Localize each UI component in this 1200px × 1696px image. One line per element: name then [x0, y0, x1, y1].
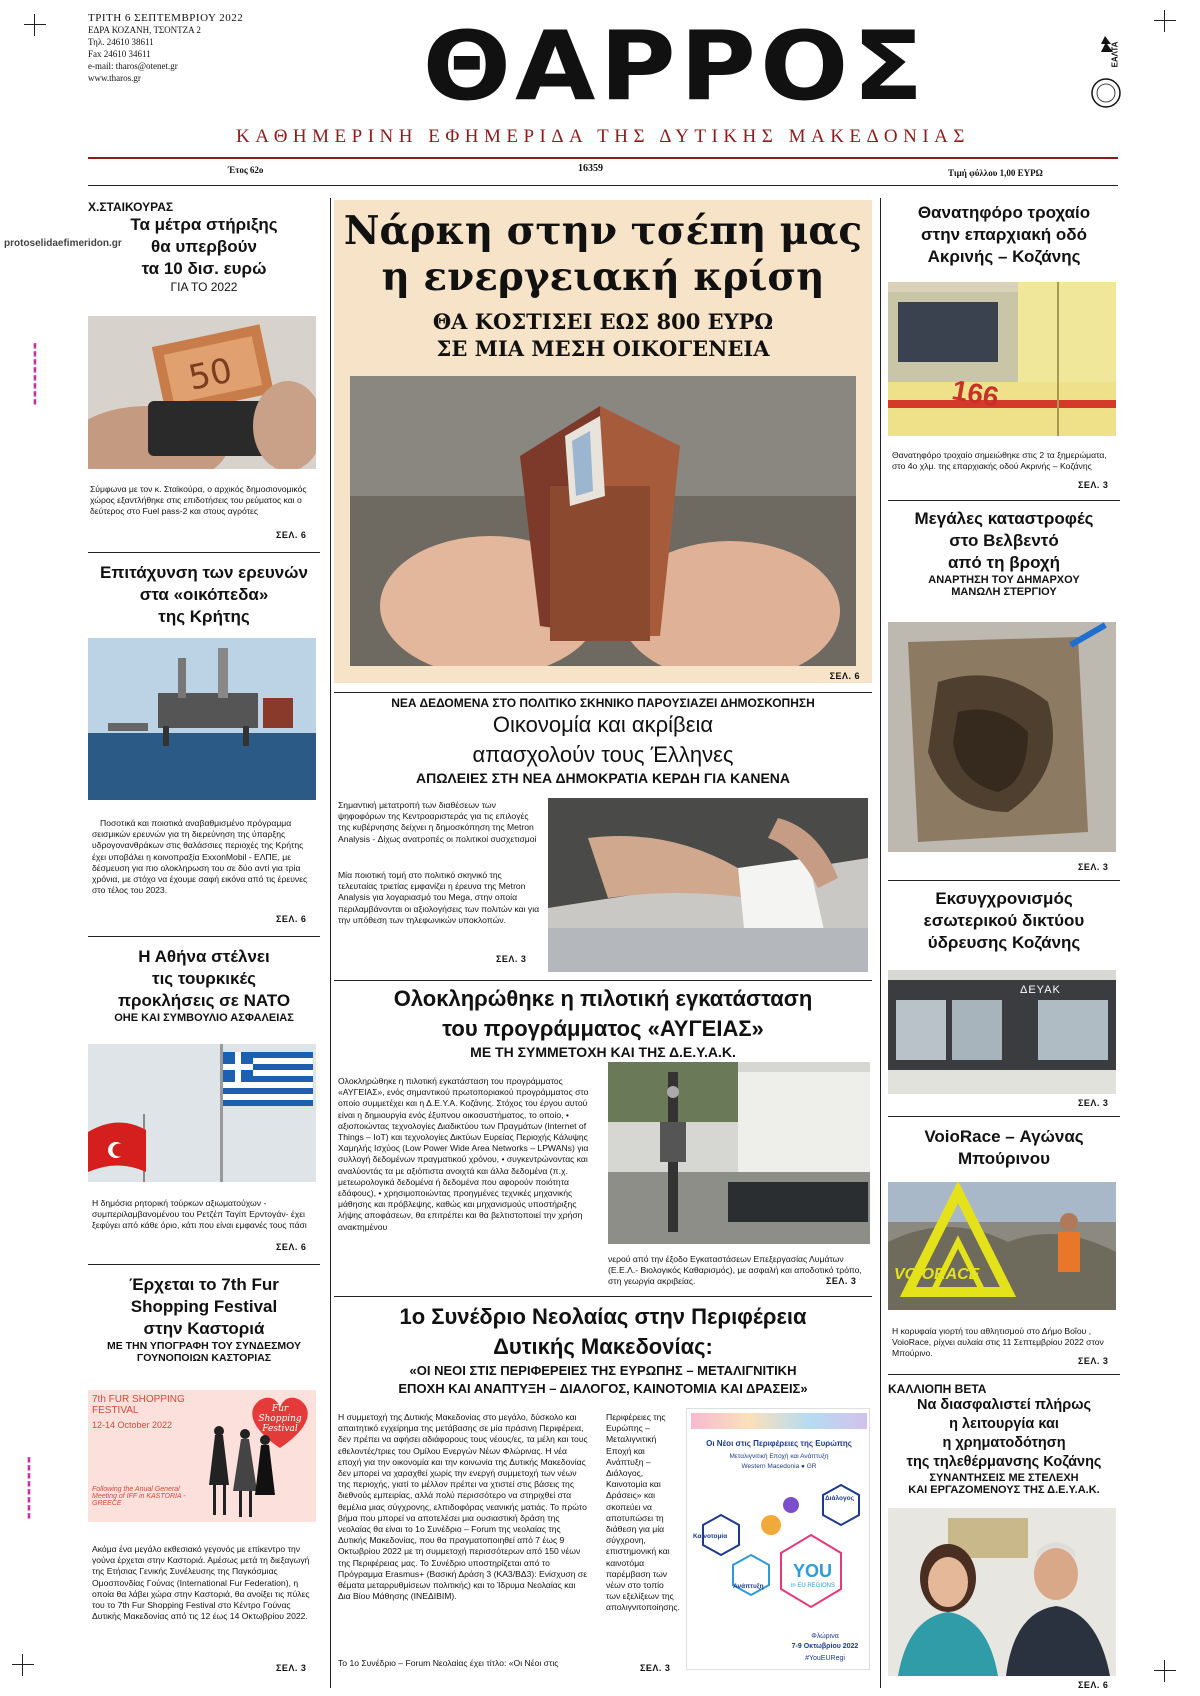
article-fur-festival[interactable]	[88, 1274, 320, 1364]
poster-innov: Καινοτομία	[693, 1533, 728, 1540]
address: ΕΔΡΑ ΚΟΖΑΝΗ, ΤΣΟΝΤΖΑ 2	[88, 25, 201, 35]
page-ref[interactable]: ΣΕΛ. 3	[496, 954, 527, 964]
article-youth-forum[interactable]	[334, 1302, 872, 1398]
newspaper-logo: ΘΑΡΡΟΣ	[422, 9, 928, 123]
poster-dates: 7-9 Οκτωβρίου 2022	[791, 1643, 859, 1650]
headline-l1: Εκσυγχρονισμός	[935, 889, 1073, 908]
lead-story[interactable]	[334, 200, 872, 683]
subheadline-l1: ΣΥΝΑΝΤΗΣΕΙΣ ΜΕ ΣΤΕΛΕΧΗ	[929, 1472, 1079, 1484]
svg-text:50: 50	[185, 350, 236, 399]
page-ref[interactable]: ΣΕΛ. 6	[276, 914, 307, 924]
kicker: ΚΑΛΛΙΟΠΗ ΒΕΤΑ	[888, 1382, 987, 1396]
divider	[88, 1264, 320, 1265]
article-body-col2: Περιφέρειες της Ευρώπης – Μεταλιγνιτική Εποχή και Ανάπτυξη – Διάλογος, Καινοτομία και Δράσεις» και σκοπεύει να αποτυπώσει τη διάθεση για μία σύγχρονη, επιστημονική και καινοτόμα παρέμβαση των νέων στο τοπίο των εξελίξεων της απολιγνιτοποίησης.	[606, 1412, 680, 1613]
meta-rule	[88, 185, 1118, 186]
divider	[334, 1296, 872, 1297]
photo-empty-wallet	[350, 376, 856, 666]
poster-youth-forum	[686, 1408, 870, 1670]
photo-road-damage	[888, 622, 1116, 852]
article-velvento[interactable]	[888, 508, 1120, 598]
article-voiorace[interactable]	[888, 1126, 1120, 1170]
page-ref[interactable]: ΣΕΛ. 6	[276, 530, 307, 540]
article-body: Ακόμα ένα μεγάλο εκθεσιακό γεγονός με επίκεντρο την γούνα έρχεται στην Καστοριά. Αμέσως μετά τη διεξαγωγή της Ετήσιας Γενικής Συνέλευσης της Παγκόσμιας Ομοσπονδίας Γούνας (International Fur Federation), η οποία θα λάβει χώρα στην Καστοριά, θα ανοίξει τις πύλες του το 7th Fur Shopping Festival στο Κέντρο Γούνας Δυτικής Μακεδονίας από τις 12 έως 14 Οκτωβρίου 2022.	[92, 1544, 310, 1622]
website: www.tharos.gr	[88, 73, 141, 83]
price: Τιμή φύλλου 1,00 ΕΥΡΩ	[948, 168, 1043, 178]
voiorace-logo-sub: SERIES	[930, 1288, 956, 1295]
article-body-end: Το 1ο Συνέδριο – Forum Νεολαίας έχει τίτλο: «Οι Νέοι στις	[338, 1658, 559, 1668]
headline-l3: Ακρινής – Κοζάνης	[927, 247, 1081, 266]
kicker: ΝΕΑ ΔΕΔΟΜΕΝΑ ΣΤΟ ΠΟΛΙΤΙΚΟ ΣΚΗΝΙΚΟ ΠΑΡΟΥΣΙΑΖΕΙ ΔΗΜΟΣΚΟΠΗΣΗ	[391, 696, 815, 710]
photo-ambulance	[888, 282, 1116, 436]
subheadline: ΓΙΑ ΤΟ 2022	[170, 280, 238, 294]
article-beta[interactable]	[888, 1382, 1120, 1496]
poster-title: Οι Νέοι στις Περιφέρειες της Ευρώπης	[706, 1439, 852, 1448]
poster-region: Western Macedonia ● GR	[741, 1463, 817, 1470]
subheadline: ΑΠΩΛΕΙΕΣ ΣΤΗ ΝΕΑ ΔΗΜΟΚΡΑΤΙΑ ΚΕΡΔΗ ΓΙΑ ΚΑΝΕΝΑ	[415, 770, 791, 786]
poster-sub: Μεταλιγνιτική Εποχή και Ανάπτυξη	[729, 1453, 829, 1460]
subheadline-l2: ΜΑΝΩΛΗ ΣΤΕΡΓΙΟΥ	[951, 586, 1057, 598]
lead-headline-l2: η ενεργειακή κρίση	[381, 254, 825, 300]
headline-l2: του προγράμματος «ΑΥΓΕΙΑΣ»	[442, 1016, 764, 1041]
article-body: Η κορυφαία γιορτή του αθλητισμού στο Δήμο Βοΐου , VoioRace, ρίχνει αυλαία στις 11 Σεπτεμβρίου 2022 στον Μπούρινο.	[892, 1326, 1104, 1359]
poster-note: Following the Anual General Meeting of IFF in KASTORIA - GREECE	[92, 1486, 186, 1507]
headline-l2: απασχολούν τους Έλληνες	[472, 742, 734, 767]
page-ref[interactable]: ΣΕΛ. 3	[276, 1663, 307, 1673]
subheadline-l1: «ΟΙ ΝΕΟΙ ΣΤΙΣ ΠΕΡΙΦΕΡΕΙΕΣ ΤΗΣ ΕΥΡΩΠΗΣ – ΜΕΤΑΛΙΓΝΙΤΙΚΗ	[409, 1363, 797, 1378]
photo-beta-meeting	[888, 1508, 1116, 1676]
issue-number: 16359	[578, 163, 603, 174]
subheadline: ΜΕ ΤΗ ΣΥΜΜΕΤΟΧΗ ΚΑΙ ΤΗΣ Δ.Ε.Υ.Α.Κ.	[470, 1044, 736, 1060]
headline-l3: της Κρήτης	[158, 607, 250, 626]
crop-mark-bl	[12, 1654, 34, 1676]
headline-l1: 1ο Συνέδριο Νεολαίας στην Περιφέρεια	[399, 1304, 807, 1329]
divider	[888, 1374, 1120, 1375]
divider	[88, 552, 320, 553]
article-body-1: Σημαντική μετατροπή των διαθέσεων των ψηφοφόρων της Κεντροαριστεράς για τις επιλογές της κυβέρνησης δείχνει η δημοσκόπηση της Metron Analysis - Δίχως ανατροπές οι πολιτικοί συσχετισμοί	[338, 800, 537, 844]
page-ref[interactable]: ΣΕΛ. 3	[1078, 862, 1109, 872]
poster-hashtag: #YouEURegi	[805, 1655, 845, 1662]
deyak-sign: ΔΕΥΑΚ	[1020, 984, 1061, 996]
headline-l2: τις τουρκικές	[152, 969, 256, 988]
page-ref[interactable]: ΣΕΛ. 6	[1078, 1680, 1109, 1690]
headline-l1: Μεγάλες καταστροφές	[914, 509, 1094, 528]
article-body-2: Μία ποιοτική τομή στο πολιτικό σκηνικό της τελευταίας τριετίας εμφανίζει η έρευνα της Metron Analysis για λογαριασμό του Mega, στην οποία περιλαμβάνονται οι αξιολογήσεις των πολιτών και για την υπόθεση των τηλεφωνικών υποκλοπών.	[338, 870, 540, 925]
poster-date: 12-14 October 2022	[92, 1420, 173, 1430]
article-accident[interactable]	[888, 202, 1120, 268]
masthead-rule	[88, 157, 1118, 159]
column-divider-right	[880, 198, 881, 1688]
headline-l2: η λειτουργία και	[949, 1416, 1059, 1432]
divider	[334, 980, 872, 981]
headline-l1: Οικονομία και ακρίβεια	[492, 712, 714, 737]
article-body: Θανατηφόρο τροχαίο σημειώθηκε στις 2 τα ξημερώματα, στο 4ο χλμ. της επαρχιακής οδού Ακρινής – Κοζάνης	[892, 450, 1107, 472]
divider	[88, 936, 320, 937]
page-ref[interactable]: ΣΕΛ. 3	[1078, 1098, 1109, 1108]
article-avgeias[interactable]	[334, 984, 872, 1060]
article-body: Σύμφωνα με τον κ. Σταϊκούρα, ο αρχικός δημοσιονομικός χώρος εξαντλήθηκε στις επιδοτήσεις του ρεύματος και ο δεύτερος στο Fuel pass-2 και στους αγρότες	[90, 484, 307, 517]
article-body: Η δημόσια ρητορική τούρκων αξιωματούχων - συμπεριλαμβανομένου του Ρετζέπ Ταγίπ Ερντογάν- έχει ξεφύγει από κάθε όριο, κάτι που είναι εμφανές τους πάσι	[92, 1198, 307, 1231]
page-ref[interactable]: ΣΕΛ. 3	[826, 1276, 857, 1286]
subheadline-l2: ΕΠΟΧΗ ΚΑΙ ΑΝΑΠΤΥΞΗ – ΔΙΑΛΟΓΟΣ, ΚΑΙΝΟΤΟΜΙΑ ΚΑΙ ΔΡΑΣΕΙΣ»	[398, 1381, 808, 1396]
article-poll[interactable]	[334, 696, 872, 786]
subheadline-l2: ΚΑΙ ΕΡΓΑΖΟΜΕΝΟΥΣ ΤΗΣ Δ.Ε.Υ.Α.Κ.	[908, 1484, 1100, 1496]
headline-l1: Επιτάχυνση των ερευνών	[100, 563, 308, 582]
headline-l2: στο Βελβεντό	[949, 531, 1059, 550]
photo-ballot	[548, 798, 868, 972]
ambulance-number: 166	[949, 374, 1002, 413]
poster-script: Fur Shopping Festival	[258, 1404, 302, 1434]
headline-l3: από τη βροχή	[947, 553, 1061, 572]
sponsor-logos	[691, 1413, 867, 1429]
headline-l2: στην επαρχιακή οδό	[921, 225, 1087, 244]
subheadline-l2: ΓΟΥΝΟΠΟΙΩΝ ΚΑΣΤΟΡΙΑΣ	[136, 1352, 272, 1364]
headline-l1: Ολοκληρώθηκε η πιλοτική εγκατάσταση	[393, 986, 813, 1011]
divider	[888, 1116, 1120, 1117]
headline-l1: VoioRace – Αγώνας	[924, 1127, 1084, 1146]
headline-l1: Τα μέτρα στήριξης	[130, 215, 278, 234]
fax: Fax 24610 34611	[88, 49, 151, 59]
article-nato[interactable]	[88, 946, 320, 1024]
page-ref[interactable]: ΣΕΛ. 3	[1078, 480, 1109, 490]
crop-mark-tl	[24, 14, 46, 36]
subheadline: ΟΗΕ ΚΑΙ ΣΥΜΒΟΥΛΙΟ ΑΣΦΑΛΕΙΑΣ	[114, 1012, 294, 1024]
page-ref[interactable]: ΣΕΛ. 6	[276, 1242, 307, 1252]
headline-l3: ύδρευσης Κοζάνης	[927, 933, 1081, 952]
telephone: Τηλ. 24610 38611	[88, 37, 154, 47]
photo-flags	[88, 1044, 316, 1182]
fashion-figures	[203, 1425, 278, 1520]
headline-l1: Έρχεται το 7th Fur	[129, 1275, 279, 1294]
lead-sub-l2: ΣΕ ΜΙΑ ΜΕΣΗ ΟΙΚΟΓΕΝΕΙΑ	[436, 336, 770, 361]
article-body: Ολοκληρώθηκε η πιλοτική εγκατάσταση του προγράμματος «ΑΥΓΕΙΑΣ», ενός σημαντικού πρωτοποριακού προγράμματος στο οποίο συμμετέχει και η Δ.Ε.Υ.Α. Κοζάνης. Στόχος του έργου αυτού είναι η δημιουργία ενός έξυπνου οικοσυστήματος, το οποίο, • αξιοποιώντας τεχνολογίες Διαδικτύου των Πραγμάτων (Internet of Things – IoT) και τεχνολογίες Δικτύων Ευρείας Περιοχής Κάλυψης Χαμηλής Ισχύος (Low Power Wide Area Networks – LPWANs) για συλλογή δεδομένων πραγματικού χρόνου, • συγκεντρώνοντας και αναλύοντάς τα με αξιόπιστα ανοιχτά και άλλα δεδομένα (π.χ. μετεωρολογικά δεδομένα ή δεδομένα που αφορούν ποιότητα εδάφους), • χρησιμοποιώντας προηγμένες τεχνικές μηχανικής μάθησης και πρόβλεψης, καθώς και μηχανισμούς υποστήριξης λήψης αποφάσεων, θα επιτρέπει και θα βελτιστοποιεί την χρήση ανακτημένου	[338, 1076, 589, 1232]
photo-caption: νερού από την έξοδο Εγκαταστάσεων Επεξεργασίας Λυμάτων (Ε.Ε.Λ.- Βιολογικός Καθαρισμός), με ασφαλή και αποδοτικό τρόπο, στη γεωργία ακριβείας.	[608, 1254, 862, 1287]
article-water-network[interactable]	[888, 888, 1120, 954]
article-crete[interactable]	[88, 562, 320, 628]
lead-sub-l1: ΘΑ ΚΟΣΤΙΣΕΙ ΕΩΣ 800 ΕΥΡΩ	[432, 309, 774, 334]
poster-you: YOU	[793, 1561, 833, 1581]
headline-l3: τα 10 δισ. ευρώ	[141, 259, 267, 278]
watermark: protoselidaefimeridon.gr	[4, 238, 122, 249]
headline-l1: Η Αθήνα στέλνει	[138, 947, 270, 966]
article-body: Ποσοτικά και ποιοτικά αναβαθμισμένο πρόγραμμα σεισμικών ερευνών για τη διερεύνηση της ύπαρξης υδρογονανθράκων στις θαλάσσιες περιοχές της Κρήτης έχει υποβάλει η κοινοπραξία ExxonMobil - ΕΛΠΕ, με δέσμευση για πιο ολοκληρωση του σε δύο αντί για τρία χρόνια, με στόχο να έχουμε σαφή εικόνα από τις έρευνες στο τέλος του 2023.	[92, 818, 308, 896]
headline-l2: Shopping Festival	[130, 1297, 278, 1316]
headline-l2: Μπούρινου	[958, 1149, 1050, 1168]
headline-l3: προκλήσεις σε ΝΑΤΟ	[117, 991, 291, 1010]
ealta-badge: ΕΑΛΤΑ	[1088, 34, 1124, 114]
page-ref[interactable]: ΣΕΛ. 3	[1078, 1356, 1109, 1366]
headline-l3: στην Καστοριά	[143, 1319, 265, 1338]
subheadline-l1: ΜΕ ΤΗΝ ΥΠΟΓΡΑΦΗ ΤΟΥ ΣΥΝΔΕΣΜΟΥ	[106, 1340, 302, 1352]
photo-euro-wallet	[88, 316, 316, 469]
article-staikouras[interactable]	[88, 200, 320, 294]
poster-eu: in EU REGIONS	[791, 1583, 836, 1589]
seal-icon	[1090, 77, 1122, 109]
masthead-info	[88, 12, 288, 84]
subheadline-l1: ΑΝΑΡΤΗΣΗ ΤΟΥ ΔΗΜΑΡΧΟΥ	[928, 574, 1080, 586]
headline-l4: της τηλεθέρμανσης Κοζάνης	[906, 1454, 1102, 1470]
headline-l1: Θανατηφόρο τροχαίο	[917, 203, 1091, 222]
poster-dialog: Διάλογος	[825, 1495, 854, 1502]
column-divider-left	[330, 198, 331, 1688]
year: Έτος 62ο	[228, 165, 264, 175]
divider	[888, 880, 1120, 881]
photo-deyak-building	[888, 970, 1116, 1094]
headline-l2: εσωτερικού δικτύου	[923, 911, 1085, 930]
photo-oil-rig	[88, 638, 316, 800]
side-color-tag: ▮▮▮▮▮▮▮▮	[32, 342, 39, 406]
headline-l3: η χρηματοδότηση	[942, 1435, 1066, 1451]
lead-headline-l1: Νάρκη στην τσέπη μας	[343, 208, 863, 254]
poster-city: Φλώρινα	[811, 1633, 839, 1640]
page-ref[interactable]: ΣΕΛ. 6	[829, 671, 860, 681]
issue-date: ΤΡΙΤΗ 6 ΣΕΠΤΕΜΒΡΙΟΥ 2022	[88, 12, 244, 24]
crop-mark-br	[1154, 1660, 1176, 1682]
side-color-tag-2: ▮▮▮▮▮▮▮▮	[26, 1456, 33, 1520]
headline-l2: στα «οικόπεδα»	[139, 585, 269, 604]
poster-dev: Ανάπτυξη	[733, 1583, 764, 1590]
tagline: ΚΑΘΗΜΕΡΙΝΗ ΕΦΗΜΕΡΙΔΑ ΤΗΣ ΔΥΤΙΚΗΣ ΜΑΚΕΔΟΝΙΑΣ	[236, 126, 970, 147]
page-ref[interactable]: ΣΕΛ. 3	[640, 1663, 671, 1673]
voiorace-logo: VOIORACE	[894, 1266, 980, 1283]
headline-l2: Δυτικής Μακεδονίας:	[493, 1334, 713, 1359]
headline-l1: Να διασφαλιστεί πλήρως	[916, 1397, 1092, 1413]
crop-mark-tr	[1154, 10, 1176, 32]
photo-voiorace	[888, 1182, 1116, 1310]
kicker: Χ.ΣΤΑΙΚΟΥΡΑΣ	[88, 200, 174, 214]
email: e-mail: tharos@otenet.gr	[88, 61, 178, 71]
headline-l2: θα υπερβούν	[151, 237, 257, 256]
poster-fur-festival	[88, 1390, 316, 1522]
divider	[888, 500, 1120, 501]
poster-title: 7th FUR SHOPPING FESTIVAL	[92, 1394, 185, 1416]
article-body: Η συμμετοχή της Δυτικής Μακεδονίας στο μεγάλο, δύσκολο και απαιτητικό εγχείρημα της μετάβασης σε μία πράσινη Περιφέρεια, δεν πρέπει να αφήσει αδιάφορους τους νέους/ες, τα μέλη και τους εθελοντές/τριες του Ομίλου Ενεργών Νέων Φλώρινας. Η νέα εποχή για την οικονομία και την κοινωνία της Δυτικής Μακεδονίας δεν μπορεί να χαραχθεί χωρίς την ενεργή συμμετοχή των νέων της περιοχής, γιατί το μέλλον πρέπει να χτιστεί στις βάσεις της διεθνούς εμπειρίας, αλλά πολύ περισσότερο να στηριχθεί στα θεμέλια μιας σύγχρονης, ελπιδοφόρας νεανικής ματιάς. Το πρώτο βήμα που μπορεί να αποτελέσει μια ουσιαστική δράση της νεολαίας θα είναι το 1ο Συνέδριο – Forum της νεολαίας της Δυτικής Μακεδονίας, που θα πραγματοποιηθεί από 7 έως 9 Οκτωβρίου 2022 με τη συμμετοχή περισσότερων από 150 νέων της Περιφέρειας μας. Το Συνέδριο υποστηρίζεται από το Πρόγραμμα Erasmus+ (Βασική Δράση 3 (ΚΑ3/ΒΔ3): Ενίσχυση σε θέματα μεταρρυθμίσεων πολιτικής) και το Ίδρυμα Νεολαίας και Δια Βίου Μάθησης (ΙΝΕΔΙΒΙΜ).	[338, 1412, 588, 1602]
photo-water-station	[608, 1062, 870, 1244]
divider	[334, 692, 872, 693]
